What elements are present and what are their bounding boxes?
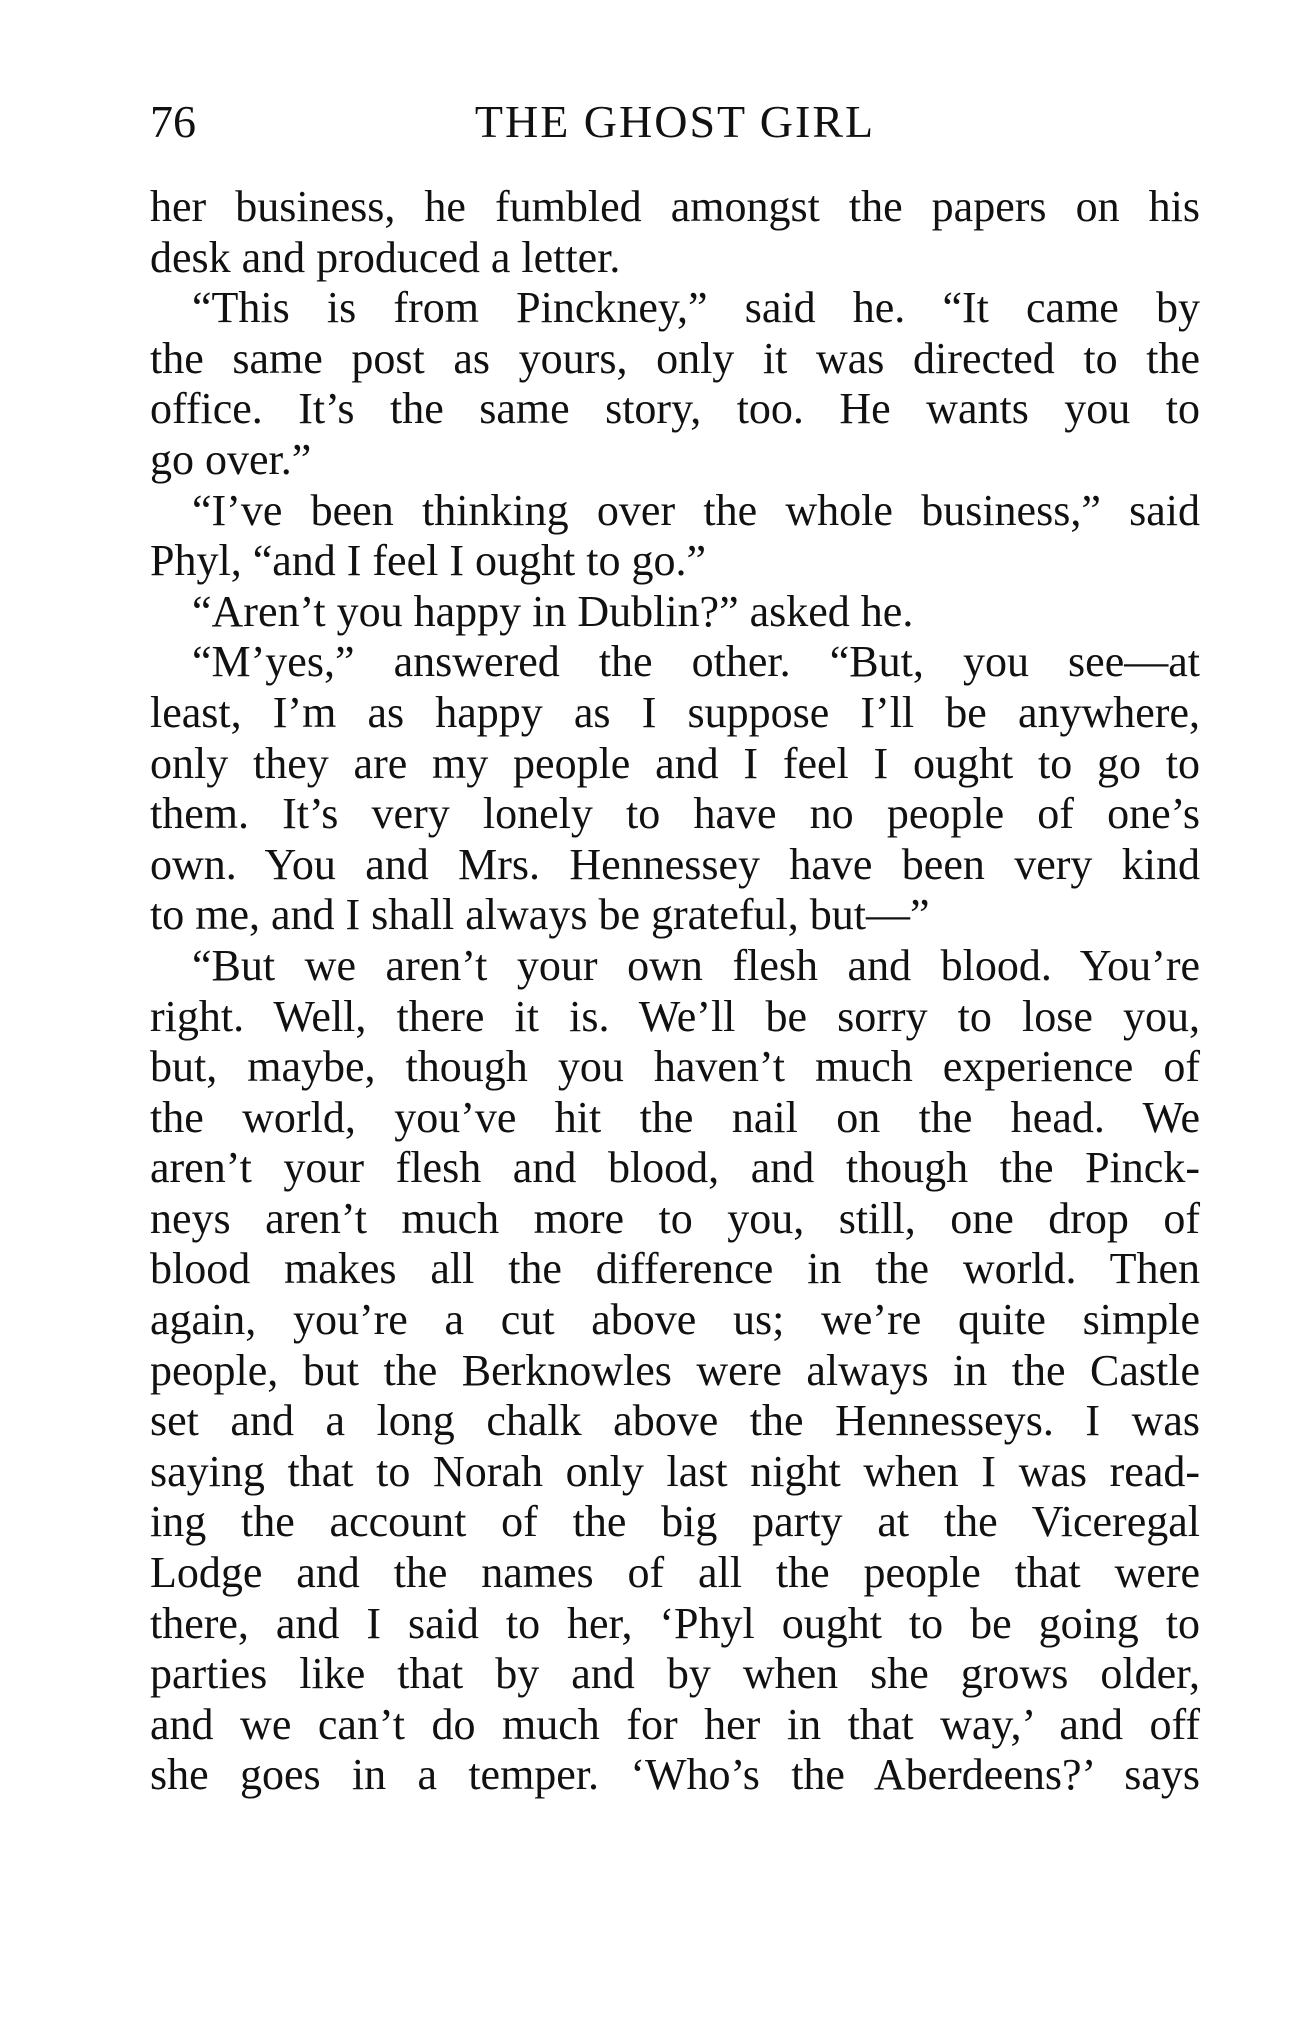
text-line: saying that to Norah only last night when I was read- — [150, 1446, 1200, 1496]
text-line: ing the account of the big party at the Viceregal — [150, 1497, 1200, 1547]
text-line: blood makes all the difference in the world. Then — [150, 1244, 1200, 1294]
text-line: “I’ve been thinking over the whole business,” said — [192, 485, 1200, 535]
text-line: least, I’m as happy as I suppose I’ll be anywhere, — [150, 687, 1200, 737]
text-line: to me, and I shall always be grateful, but—” — [150, 890, 930, 940]
text-line: go over.” — [150, 434, 312, 484]
page-header — [150, 92, 1200, 152]
text-line: “But we aren’t your own flesh and blood. You’re — [192, 940, 1200, 990]
text-line: she goes in a temper. ‘Who’s the Aberdeens?’ says — [150, 1750, 1200, 1800]
text-line: there, and I said to her, ‘Phyl ought to be going to — [150, 1598, 1200, 1648]
text-line: her business, he fumbled amongst the papers on his — [150, 182, 1200, 231]
text-line: the world, you’ve hit the nail on the head. We — [150, 1092, 1200, 1142]
text-line: them. It’s very lonely to have no people of one’s — [150, 789, 1200, 839]
text-line: office. It’s the same story, too. He wants you to — [150, 384, 1200, 434]
text-line: Phyl, “and I feel I ought to go.” — [150, 536, 706, 586]
text-line: parties like that by and by when she grows older, — [150, 1649, 1200, 1699]
text-line: right. Well, there it is. We’ll be sorry to lose you, — [150, 991, 1200, 1041]
text-line: “This is from Pinckney,” said he. “It came by — [192, 283, 1200, 333]
text-line: the same post as yours, only it was directed to the — [150, 333, 1200, 383]
text-line: set and a long chalk above the Hennesseys. I was — [150, 1396, 1200, 1446]
text-line: people, but the Berknowles were always in the Castle — [150, 1345, 1200, 1395]
text-line: Lodge and the names of all the people that were — [150, 1548, 1200, 1598]
text-line: again, you’re a cut above us; we’re quite simple — [150, 1295, 1200, 1345]
text-line: only they are my people and I feel I ought to go to — [150, 738, 1200, 788]
body-text — [150, 182, 1200, 1801]
page-number: 76 — [150, 96, 196, 147]
running-title: THE GHOST GIRL — [474, 96, 876, 147]
text-line: own. You and Mrs. Hennessey have been very kind — [150, 839, 1200, 889]
text-line: “M’yes,” answered the other. “But, you see—at — [192, 637, 1200, 687]
text-line: neys aren’t much more to you, still, one drop of — [150, 1193, 1200, 1243]
text-line: and we can’t do much for her in that way,’ and off — [150, 1699, 1200, 1749]
text-line: aren’t your flesh and blood, and though the Pinck- — [150, 1143, 1200, 1193]
text-line: but, maybe, though you haven’t much experience of — [150, 1042, 1200, 1092]
text-line: desk and produced a letter. — [150, 232, 621, 282]
text-line: “Aren’t you happy in Dublin?” asked he. — [192, 586, 914, 636]
